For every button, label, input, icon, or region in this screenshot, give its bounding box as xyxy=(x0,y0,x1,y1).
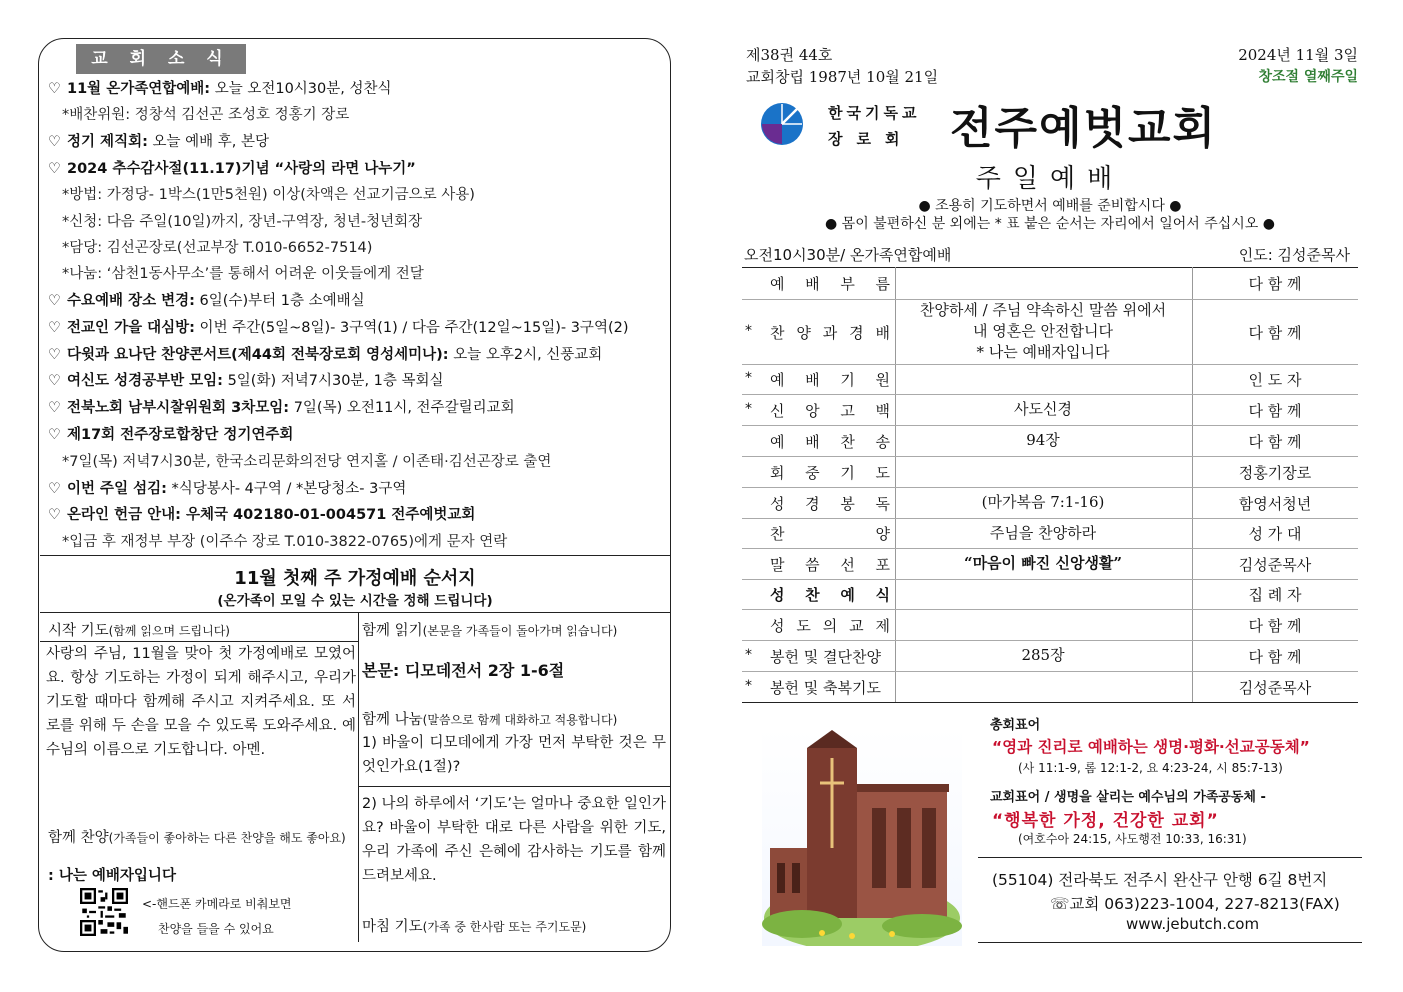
order-item-leader: 인 도 자 xyxy=(1248,371,1302,389)
notice-detail: *방법: 가정당- 1박스(1만5천원) 이상(차액은 선교기금으로 사용) xyxy=(62,187,475,203)
order-item-detail: 285장 xyxy=(1021,646,1065,664)
table-top-border xyxy=(742,267,1358,268)
row-divider xyxy=(742,394,1358,395)
notice-heading: 온라인 헌금 안내: 우체국 402180-01-004571 전주예벗교회 xyxy=(67,507,476,523)
notice-item xyxy=(48,291,365,311)
order-item-name: 말 씀 선 포 xyxy=(770,555,890,574)
notice-heading: 여신도 성경공부반 모임: xyxy=(67,373,223,389)
row-divider xyxy=(742,640,1358,641)
church-building-photo xyxy=(762,728,962,946)
order-item-name: 회 중 기 도 xyxy=(770,463,890,482)
order-item-detail: 찬양하세 / 주님 약속하신 말씀 위에서 xyxy=(919,301,1167,319)
row-divider xyxy=(742,456,1358,457)
church-motto-label: 교회표어 / 생명을 살리는 예수님의 가족공동체 - xyxy=(990,790,1266,805)
order-item-detail: 주님을 찬양하라 xyxy=(989,523,1097,542)
church-motto: “행복한 가정, 건강한 교회” xyxy=(992,811,1219,831)
notice-heading: 수요예배 장소 변경: xyxy=(67,293,195,309)
opening-prayer-note: (함께 읽으며 드립니다) xyxy=(108,624,230,638)
notice-text: *식당봉사- 4구역 / *본당청소- 3구역 xyxy=(166,481,407,497)
hymn-title: : 나는 예배자입니다 xyxy=(48,868,176,884)
order-item-leader: 정홍기장로 xyxy=(1238,463,1312,482)
general-assembly-motto: “영과 진리로 예배하는 생명·평화·선교공동체” xyxy=(992,738,1310,756)
hymn-label: 함께 찬양 xyxy=(48,830,109,846)
sharing-note: (말씀으로 함께 대화하고 적용합니다) xyxy=(422,713,618,727)
service-time: 오전10시30분/ 온가족연합예배 xyxy=(744,246,952,264)
church-name: 전주예벗교회 xyxy=(950,103,1218,154)
bulletin-date: 2024년 11월 3일 xyxy=(1238,46,1358,64)
row-divider xyxy=(742,518,1358,519)
heart-icon: ♡ xyxy=(48,81,61,97)
notice-heading: 11월 온가족연합예배: xyxy=(67,81,211,97)
opening-prayer-heading xyxy=(48,619,230,640)
stand-marker: * xyxy=(745,322,752,339)
family-worship-title: 11월 첫째 주 가정예배 순서지 xyxy=(234,568,476,589)
order-item-detail: 내 영혼은 안전합니다 xyxy=(973,322,1113,340)
order-item-leader: 다 함 께 xyxy=(1248,616,1302,635)
order-item-leader: 함영서청년 xyxy=(1238,494,1312,513)
divider xyxy=(40,555,670,556)
order-item-name: 성 경 봉 독 xyxy=(770,494,890,513)
notices-title: 교 회 소 식 xyxy=(76,44,246,74)
notice-detail: *신청: 다음 주일(10일)까지, 장년-구역장, 청년-청년회장 xyxy=(62,214,423,230)
instruction-2: ● 몸이 불편하신 분 외에는 * 표 붙은 순서는 자리에서 일어서 주십시오 ● xyxy=(825,216,1275,232)
order-item-detail: (마가복음 7:1-16) xyxy=(981,493,1105,511)
qr-code-icon[interactable] xyxy=(80,888,128,936)
notice-detail: *나눔: ‘삼천1동사무소’를 통해서 어려운 이웃들에게 전달 xyxy=(62,266,424,282)
heart-icon: ♡ xyxy=(48,400,61,416)
notice-item xyxy=(48,79,392,99)
order-item-leader: 김성준목사 xyxy=(1238,555,1312,574)
order-item-name: 신 앙 고 백 xyxy=(770,401,890,420)
notice-heading: 2024 추수감사절(11.17)기념 “사랑의 라면 나누기” xyxy=(67,161,416,177)
notice-detail: *배찬위원: 정창석 김선곤 조성호 정홍기 장로 xyxy=(62,107,350,123)
notice-item xyxy=(48,398,515,418)
notice-item xyxy=(48,345,602,365)
order-item-leader: 김성준목사 xyxy=(1238,678,1312,697)
notice-text: 이번 주간(5일~8일)- 3구역(1) / 다음 주간(12일~15일)- 3구역(2) xyxy=(194,320,629,336)
column-divider xyxy=(358,612,359,942)
reading-passage: 본문: 디모데전서 2장 1-6절 xyxy=(362,661,565,680)
order-item-name: 찬 양 과 경 배 xyxy=(770,323,890,342)
order-item-leader: 다 함 께 xyxy=(1248,323,1302,342)
row-divider xyxy=(742,487,1358,488)
heart-icon: ♡ xyxy=(48,293,61,309)
stand-marker: * xyxy=(745,400,752,417)
opening-prayer-label: 시작 기도 xyxy=(48,623,109,639)
church-phone: ☏교회 063)223-1004, 227-8213(FAX) xyxy=(1050,895,1340,913)
divider xyxy=(978,857,1362,858)
order-item-name: 찬 양 xyxy=(770,525,890,543)
notice-detail: *담당: 김선곤장로(선교부장 T.010-6652-7514) xyxy=(62,240,373,256)
hymn-heading xyxy=(48,826,346,847)
notice-item xyxy=(48,318,629,338)
heart-icon: ♡ xyxy=(48,161,61,177)
row-divider xyxy=(742,425,1358,426)
notice-text: 오늘 예배 후, 본당 xyxy=(147,134,269,150)
notice-heading: 전교인 가을 대심방: xyxy=(67,320,195,336)
volume-number: 제38권 44호 xyxy=(746,46,833,64)
heart-icon: ♡ xyxy=(48,373,61,389)
order-item-leader: 집 례 자 xyxy=(1248,586,1302,604)
notice-text: 오늘 오전10시30분, 성찬식 xyxy=(210,81,392,97)
church-motto-ref: (여호수아 24:15, 사도행전 10:33, 16:31) xyxy=(1018,832,1247,846)
service-title: 주일예배 xyxy=(975,164,1125,194)
order-item-detail: “마음이 빠진 신앙생활” xyxy=(963,554,1123,572)
order-item-leader: 다 함 께 xyxy=(1248,401,1302,420)
sharing-heading xyxy=(362,708,617,729)
notice-heading: 정기 제직회: xyxy=(67,134,148,150)
denomination-logo-icon xyxy=(760,102,804,146)
notice-text: 오늘 오후2시, 신풍교회 xyxy=(448,347,603,363)
notice-text: 7일(목) 오전11시, 전주갈릴리교회 xyxy=(289,400,515,416)
notice-heading: 전북노회 남부시찰위원회 3차모임: xyxy=(67,400,290,416)
heart-icon: ♡ xyxy=(48,134,61,150)
instruction-1: ● 조용히 기도하면서 예배를 준비합시다 ● xyxy=(918,198,1182,214)
row-divider xyxy=(742,364,1358,365)
notice-heading: 다윗과 요나단 찬양콘서트(제44회 전북장로회 영성세미나): xyxy=(67,347,449,363)
general-assembly-motto-ref: (사 11:1-9, 롬 12:1-2, 요 4:23-24, 시 85:7-13) xyxy=(1018,761,1283,775)
question-2: 2) 나의 하루에서 ‘기도’는 얼마나 중요한 일인가요? 바울이 부탁한 대로 다른 사람을 위한 기도, 우리 가족에 주신 은혜에 감사하는 기도를 함께 드려보세요. xyxy=(362,796,666,884)
order-item-name: 봉헌 및 축복기도 xyxy=(770,678,881,697)
church-website-link[interactable]: www.jebutch.com xyxy=(1126,915,1260,933)
notice-heading: 제17회 전주장로합창단 정기연주회 xyxy=(67,427,294,443)
notice-item xyxy=(48,505,475,525)
order-item-name: 봉헌 및 결단찬양 xyxy=(770,647,881,666)
denomination-line-1: 한국기독교 xyxy=(828,104,921,122)
notice-detail: *입금 후 재정부 부장 (이주수 장로 T.010-3822-0765)에게 문자 연락 xyxy=(62,534,508,550)
reading-note: (본문을 가족들이 돌아가며 읽습니다) xyxy=(422,624,618,638)
family-worship-subtitle: (온가족이 모일 수 있는 시간을 정해 드립니다) xyxy=(217,593,493,609)
row-divider xyxy=(742,579,1358,580)
row-divider xyxy=(742,609,1358,610)
order-item-leader: 다 함 께 xyxy=(1248,647,1302,666)
question-1: 1) 바울이 디모데에게 가장 먼저 부탁한 것은 무엇인가요(1절)? xyxy=(362,735,666,775)
opening-prayer-text: 사랑의 주님, 11월을 맞아 첫 가정예배로 모였어요. 항상 기도하는 가정이 되게 해주시고, 우리가 기도할 때마다 함께해 주시고 지켜주세요. 또 서로를 위해 두 손을 모을 수 있도록 도와주세요. 예수님의 이름으로 기도합니다. 아멘. xyxy=(46,646,356,758)
stand-marker: * xyxy=(745,370,752,386)
closing-prayer-label: 마침 기도 xyxy=(362,919,423,935)
heart-icon: ♡ xyxy=(48,481,61,497)
row-divider xyxy=(742,548,1358,549)
notice-item xyxy=(48,159,416,179)
qr-caption-1: <-핸드폰 카메라로 비춰보면 xyxy=(142,897,292,911)
divider xyxy=(358,786,670,787)
order-item-leader: 다 함 께 xyxy=(1248,275,1302,293)
closing-prayer-heading xyxy=(362,915,586,936)
heart-icon: ♡ xyxy=(48,507,61,523)
reading-label: 함께 읽기 xyxy=(362,623,423,639)
order-item-name: 예 배 기 원 xyxy=(770,371,890,389)
order-item-name: 예 배 찬 송 xyxy=(770,432,890,451)
notice-item xyxy=(48,371,444,391)
notice-text: 6일(수)부터 1층 소예배실 xyxy=(194,293,365,309)
order-item-detail: 사도신경 xyxy=(1014,400,1072,418)
founded-date: 교회창립 1987년 10월 21일 xyxy=(746,68,939,86)
stand-marker: * xyxy=(745,646,752,663)
notice-detail: *7일(목) 저녁7시30분, 한국소리문화의전당 연지홀 / 이존태·김선곤장로 출연 xyxy=(62,454,552,470)
heart-icon: ♡ xyxy=(48,320,61,336)
order-item-leader: 성 가 대 xyxy=(1248,525,1302,543)
divider xyxy=(978,942,1362,943)
general-assembly-motto-label: 총회표어 xyxy=(990,718,1041,733)
notice-item xyxy=(48,425,293,445)
order-item-name: 성 도 의 교 제 xyxy=(770,616,890,635)
liturgical-season: 창조절 열째주일 xyxy=(1258,69,1358,85)
closing-prayer-note: (가족 중 한사람 또는 주기도문) xyxy=(422,920,587,934)
service-leader: 인도: 김성준목사 xyxy=(1238,246,1350,264)
heart-icon: ♡ xyxy=(48,347,61,363)
notice-heading: 이번 주일 섬김: xyxy=(67,481,167,497)
church-address: (55104) 전라북도 전주시 완산구 안행 6길 8번지 xyxy=(992,871,1328,889)
notice-item xyxy=(48,132,269,152)
hymn-note: (가족들이 좋아하는 다른 찬양을 해도 좋아요) xyxy=(108,831,346,845)
order-item-name: 예 배 부 름 xyxy=(770,275,890,293)
sharing-label: 함께 나눔 xyxy=(362,712,423,728)
denomination-line-2: 장로회 xyxy=(828,130,914,148)
order-item-leader: 다 함 께 xyxy=(1248,432,1302,451)
stand-marker: * xyxy=(745,677,752,694)
row-divider xyxy=(742,671,1358,672)
heart-icon: ♡ xyxy=(48,427,61,443)
reading-heading xyxy=(362,619,617,640)
order-item-detail: 94장 xyxy=(1026,431,1060,449)
notice-text: 5일(화) 저녁7시30분, 1층 목회실 xyxy=(222,373,444,389)
notice-item xyxy=(48,479,406,499)
order-item-name: 성 찬 예 식 xyxy=(770,586,890,604)
qr-caption-2: 찬양을 들을 수 있어요 xyxy=(158,922,274,936)
row-divider xyxy=(742,702,1358,703)
order-item-detail: * 나는 예배자입니다 xyxy=(976,343,1110,361)
